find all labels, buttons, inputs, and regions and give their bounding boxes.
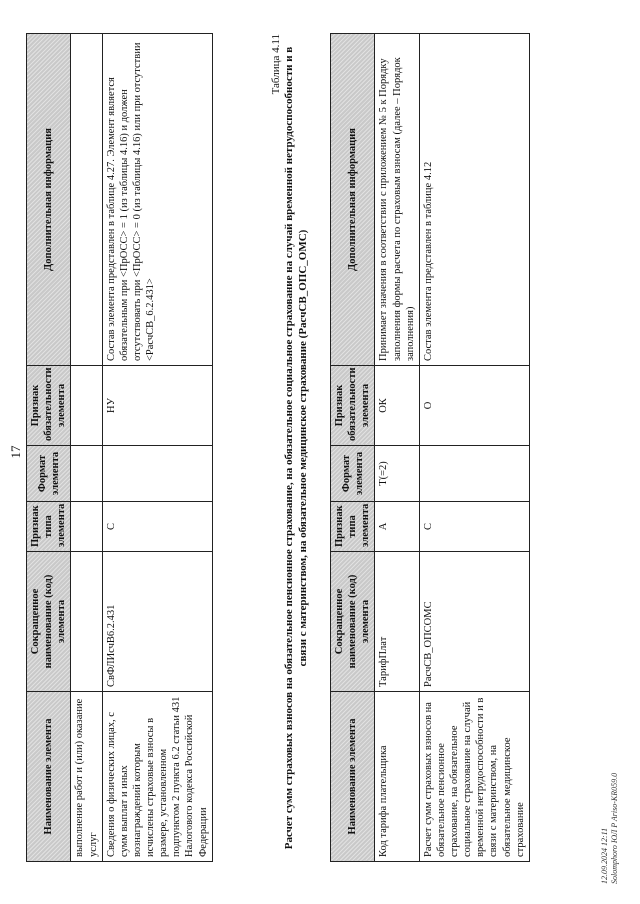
table-caption: Таблица 4.11 (270, 34, 282, 95)
header-type: Признак типа элемента (27, 502, 71, 552)
footer-timestamp: 12.09.2024 12:11 (600, 827, 609, 884)
cell-type: А (375, 502, 419, 552)
cell-type (71, 502, 102, 552)
header-info: Дополнительная информация (331, 34, 375, 366)
cell-name: выполнение работ и (или) оказание услуг (71, 692, 102, 862)
header-info: Дополнительная информация (27, 34, 71, 366)
header-code: Сокращенное наименование (код) элемента (331, 552, 375, 692)
table-continued (26, 33, 213, 862)
cell-required (71, 366, 102, 446)
cell-info: Состав элемента представлен в таблице 4.27. Элемент является обязательным при <ПрОСС> = 1 (из таблицы 4.16) и должен отсутствовать при <ПрОСС> = 0 (из таблицы 4.16) или при отсутствии <РасчСВ_6.2.431> (102, 34, 212, 366)
cell-required: НУ (102, 366, 212, 446)
cell-type: С (102, 502, 212, 552)
cell-format (71, 446, 102, 502)
cell-code: РасчСВ_ОПСОМС (419, 552, 529, 692)
header-required: Признак обязательности элемента (331, 366, 375, 446)
header-name: Наименование элемента (331, 692, 375, 862)
header-code: Сокращенное наименование (код) элемента (27, 552, 71, 692)
page-number: 17 (8, 445, 23, 459)
cell-info: Состав элемента представлен в таблице 4.12 (419, 34, 529, 366)
cell-info: Принимает значения в соответствии с приложением № 5 к Порядку заполнения формы расчета по страховым взносам (далее – Порядок заполнения) (375, 34, 419, 366)
cell-required: О (419, 366, 529, 446)
cell-required: ОК (375, 366, 419, 446)
table-row (419, 34, 529, 862)
footer-source: Solomphoro ЮЛ P Ariso-KR059.0 (609, 772, 619, 884)
cell-format (102, 446, 212, 502)
cell-code: ТарифПлат (375, 552, 419, 692)
cell-code (71, 552, 102, 692)
table-header-row (27, 34, 71, 862)
cell-code: СвФЛИсчВ6.2.431 (102, 552, 212, 692)
cell-type: С (419, 502, 529, 552)
table-row (71, 34, 102, 862)
header-name: Наименование элемента (27, 692, 71, 862)
print-footer (600, 773, 619, 884)
table-row (375, 34, 419, 862)
cell-format (419, 446, 529, 502)
cell-info (71, 34, 102, 366)
header-format: Формат элемента (27, 446, 71, 502)
header-format: Формат элемента (331, 446, 375, 502)
cell-name: Сведения о физических лицах, с сумм выплат и иных вознаграждений которым исчислены страховые взносы в размере, установленном подпунктом 2 пункта 6.2 статьи 431 Налогового кодекса Российской Федерации (102, 692, 212, 862)
cell-name: Расчет сумм страховых взносов на обязательное пенсионное страхование, на обязательное социальное страхование на случай временной нетрудоспособности и в связи с материнством, на обязательное медицинское страхование (419, 692, 529, 862)
header-required: Признак обязательности элемента (27, 366, 71, 446)
cell-format: T(=2) (375, 446, 419, 502)
table-header-row (331, 34, 375, 862)
header-type: Признак типа элемента (331, 502, 375, 552)
table-4-11 (330, 33, 530, 862)
table-heading: Расчет сумм страховых взносов на обязательное пенсионное страхование, на обязательное социальное страхование на случай временной нетрудоспособности и в связи с материнством, на обязательное медицинское страхование (РасчСВ_ОПС_ОМС) (283, 46, 310, 850)
cell-name: Код тарифа плательщика (375, 692, 419, 862)
table-row (102, 34, 212, 862)
